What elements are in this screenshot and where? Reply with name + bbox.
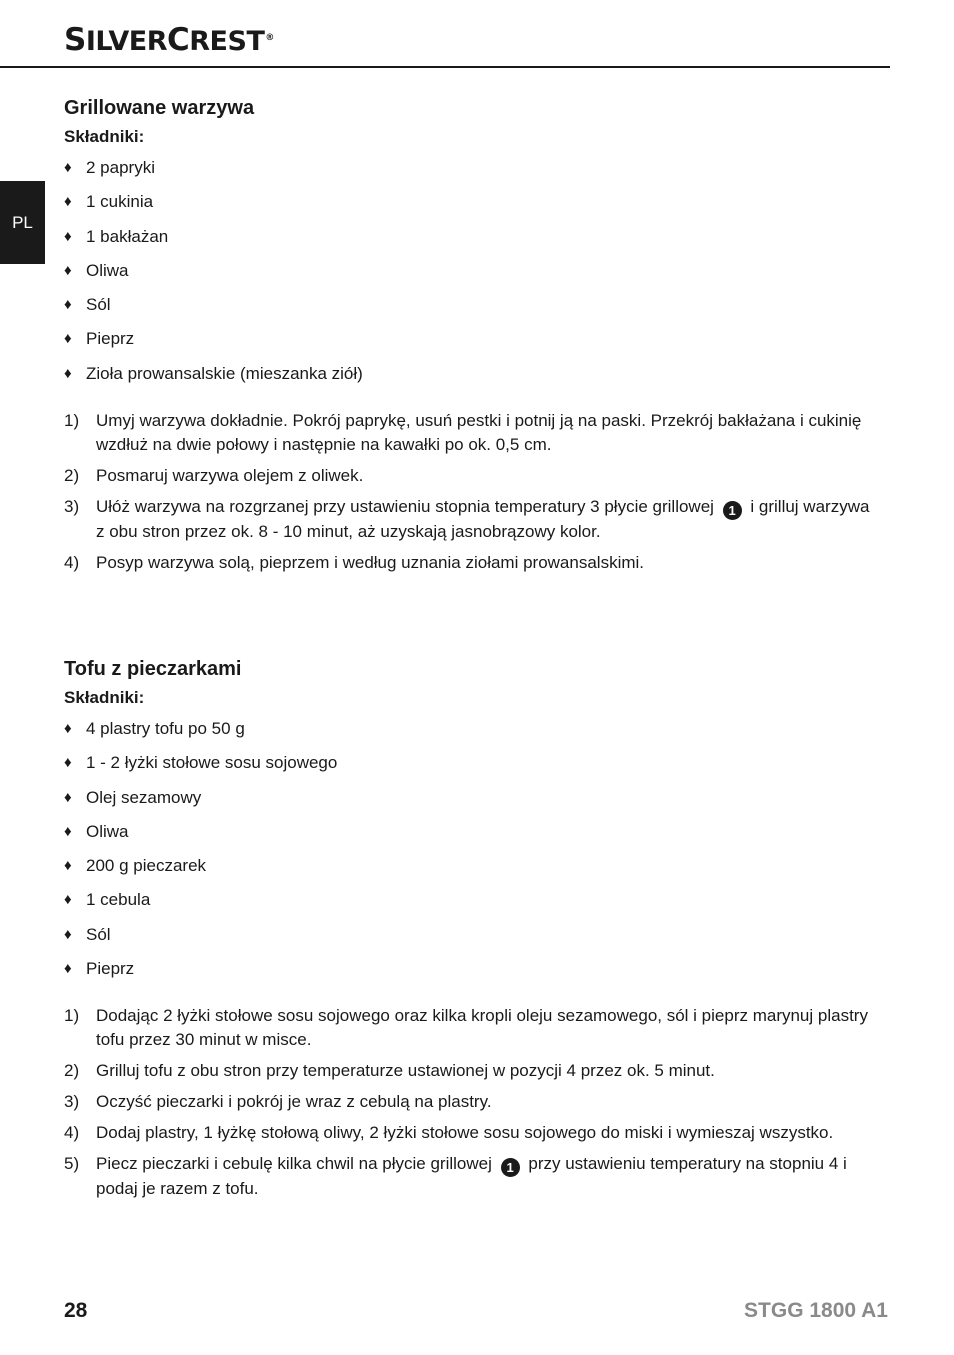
diamond-bullet-icon: ♦ (64, 364, 72, 382)
step-item: 5) Piecz pieczarki i cebulę kilka chwil na płycie grillowej 1 przy ustawieniu temperatury na stopniu 4 i podaj je razem z tofu. (64, 1154, 847, 1199)
list-item: ♦ 1 bakłażan (64, 226, 169, 246)
step-item: 2) Posmaruj warzywa olejem z oliwek. (64, 465, 364, 485)
recipe-tofu-mushrooms (64, 657, 879, 1208)
list-item: ♦ Zioła prowansalskie (mieszanka ziół) (64, 363, 363, 383)
diamond-bullet-icon: ♦ (64, 754, 72, 772)
part-number-1-icon: 1 (723, 501, 742, 520)
list-item: ♦ Oliwa (64, 260, 129, 280)
diamond-bullet-icon: ♦ (64, 925, 72, 943)
step-item: 3) Oczyść pieczarki i pokrój je wraz z cebulą na plastry. (64, 1092, 492, 1112)
ingredients-label: Składniki: (64, 688, 145, 707)
step-item: 4) Posyp warzywa solą, pieprzem i według uznania ziołami prowansalskimi. (64, 552, 645, 572)
header-rule (0, 66, 890, 68)
list-item: ♦ Pieprz (64, 959, 135, 979)
list-item: ♦ Oliwa (64, 821, 129, 841)
language-tab: PL (0, 181, 45, 264)
list-item: ♦ 2 papryki (64, 158, 155, 177)
list-item: ♦ Pieprz (64, 329, 135, 349)
list-item: ♦ Sól (64, 295, 111, 315)
ingredients-label: Składniki: (64, 127, 145, 146)
list-item: ♦ 4 plastry tofu po 50 g (64, 719, 245, 738)
diamond-bullet-icon: ♦ (64, 891, 72, 909)
diamond-bullet-icon: ♦ (64, 960, 72, 978)
list-item: ♦ 1 cukinia (64, 192, 154, 212)
list-item: ♦ Olej sezamowy (64, 787, 202, 807)
diamond-bullet-icon: ♦ (64, 788, 72, 806)
diamond-bullet-icon: ♦ (64, 822, 72, 840)
step-item: 2) Grilluj tofu z obu stron przy temperaturze ustawionej w pozycji 4 przez ok. 5 minut. (64, 1061, 715, 1081)
list-item: ♦ 200 g pieczarek (64, 856, 207, 876)
part-number-1-icon: 1 (501, 1158, 520, 1177)
step-item: 4) Dodaj plastry, 1 łyżkę stołową oliwy, 2 łyżki stołowe sosu sojowego do miski i wymieszaj wszystko. (64, 1123, 834, 1143)
list-item: ♦ 1 - 2 łyżki stołowe sosu sojowego (64, 753, 338, 773)
diamond-bullet-icon: ♦ (64, 330, 72, 348)
diamond-bullet-icon: ♦ (64, 159, 72, 176)
step-list (64, 1004, 879, 1201)
diamond-bullet-icon: ♦ (64, 227, 72, 245)
diamond-bullet-icon: ♦ (64, 261, 72, 279)
diamond-bullet-icon: ♦ (64, 193, 72, 211)
diamond-bullet-icon: ♦ (64, 720, 72, 737)
section-title: Tofu z pieczarkami (64, 658, 242, 680)
brand-logo: SILVERCREST® (64, 22, 274, 58)
step-list (64, 409, 879, 575)
diamond-bullet-icon: ♦ (64, 857, 72, 875)
list-item: ♦ Sól (64, 924, 111, 944)
ingredient-list (64, 157, 879, 385)
ingredient-list (64, 718, 879, 980)
recipe-grilled-vegetables (64, 96, 879, 582)
list-item: ♦ 1 cebula (64, 890, 151, 910)
diamond-bullet-icon: ♦ (64, 296, 72, 314)
step-item: 1) Dodając 2 łyżki stołowe sosu sojowego oraz kilka kropli oleju sezamowego, sól i pieprz marynuj plastry tofu przez 30 minut w misce. (64, 1006, 868, 1050)
section-title: Grillowane warzywa (64, 97, 255, 119)
model-number: STGG 1800 A1 (744, 1299, 888, 1322)
page-number: 28 (64, 1299, 88, 1322)
step-item: 1) Umyj warzywa dokładnie. Pokrój paprykę, usuń pestki i potnij ją na paski. Przekrój bakłażana i cukinię wzdłuż na dwie połowy i następnie na kawałki po ok. 0,5 cm. (64, 410, 862, 454)
step-item: 3) Ułóż warzywa na rozgrzanej przy ustawieniu stopnia temperatury 3 płycie grillowej 1 i grilluj warzywa z obu stron przez ok. 8 - 10 minut, aż uzyskają jasnobrązowy kolor. (64, 496, 870, 541)
